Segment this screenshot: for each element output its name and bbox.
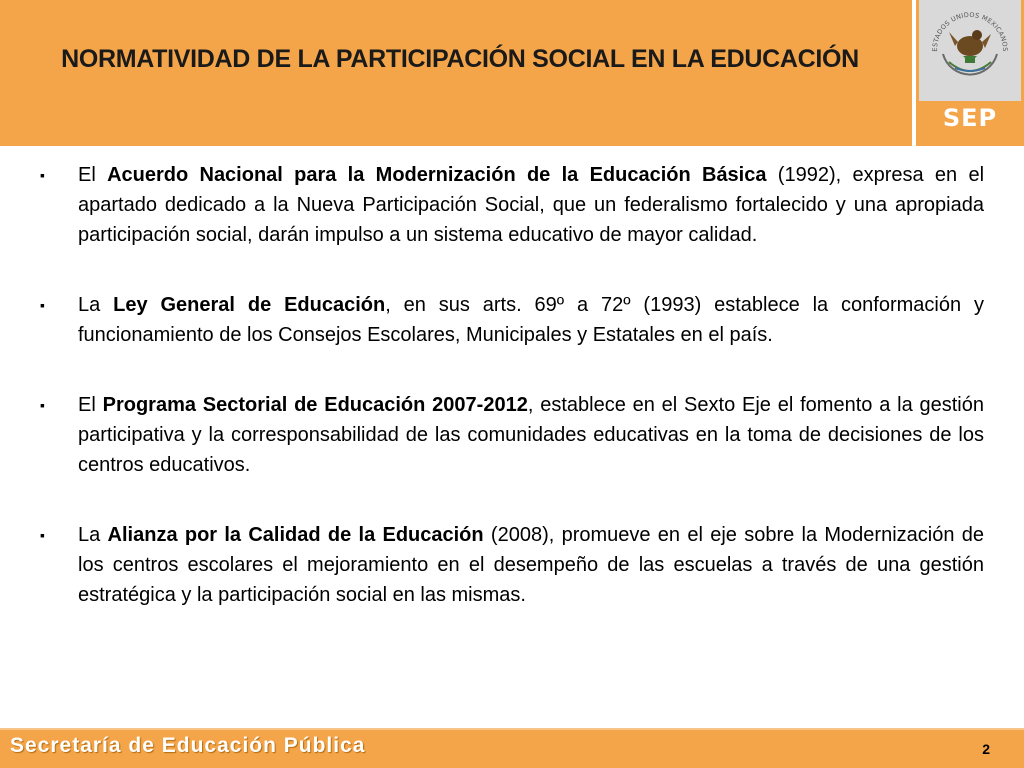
item-bold-title: Programa Sectorial de Educación 2007-2012 [102, 394, 528, 416]
seal-text: ESTADOS UNIDOS MEXICANOS [930, 10, 1010, 52]
list-item [40, 520, 984, 610]
bullet-icon: ▪ [40, 397, 45, 413]
slide-title: NORMATIVIDAD DE LA PARTICIPACIÓN SOCIAL EN LA EDUCACIÓN [61, 45, 859, 73]
footer-org-name: Secretaría de Educación Pública [10, 734, 366, 757]
bullet-icon: ▪ [40, 167, 45, 183]
list-item [40, 290, 984, 350]
item-prefix: El [78, 394, 103, 416]
item-text: , en sus arts. 69º a 72º (1993) establece la conformación y funcionamiento de los Consejos Escolares, Municipales y Estatales en el país. [78, 294, 984, 346]
item-prefix: El [78, 164, 108, 186]
sep-logo [916, 0, 1024, 146]
item-bold-title: Acuerdo Nacional para la Modernización de la Educación Básica [107, 164, 767, 186]
list-item [40, 390, 984, 480]
page-number: 2 [982, 741, 990, 757]
footer-bar [0, 728, 1024, 768]
item-text: , establece en el Sexto Eje el fomento a la gestión participativa y la corresponsabilidad de las comunidades educativas en la toma de decisiones de los centros educativos. [78, 394, 984, 476]
item-text: (2008), promueve en el eje sobre la Modernización de los centros escolares el mejoramiento en el desempeño de las escuelas a través de una gestión estratégica y la participación social en las mismas. [78, 524, 984, 606]
coat-of-arms-seal [925, 2, 1015, 98]
list-item [40, 160, 984, 250]
bullet-icon: ▪ [40, 527, 45, 543]
item-prefix: La [78, 294, 114, 316]
footer-divider [0, 728, 1024, 730]
bullet-list [40, 160, 984, 650]
sep-label: SEP [942, 104, 998, 132]
item-bold-title: Alianza por la Calidad de la Educación [107, 524, 484, 546]
seal-panel [919, 0, 1021, 101]
item-prefix: La [78, 524, 108, 546]
header-bar [0, 0, 912, 146]
bullet-icon: ▪ [40, 297, 45, 313]
item-bold-title: Ley General de Educación [113, 294, 386, 316]
item-text: (1992), expresa en el apartado dedicado a la Nueva Participación Social, que un federalismo fortalecido y una apropiada participación social, darán impulso a un sistema educativo de mayor calidad. [78, 164, 985, 246]
